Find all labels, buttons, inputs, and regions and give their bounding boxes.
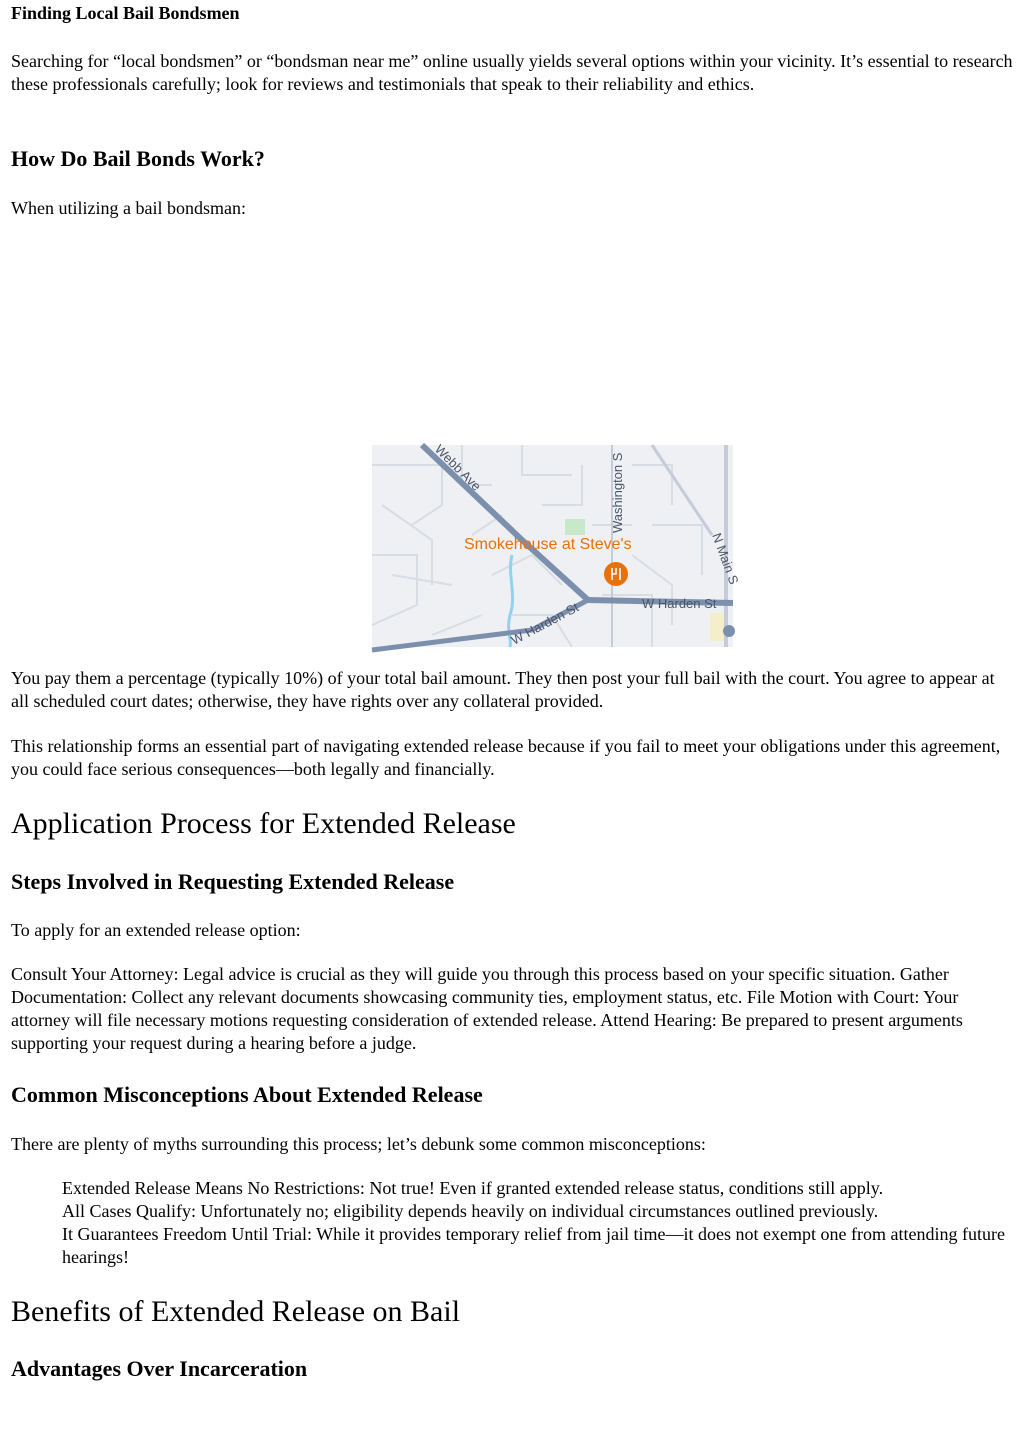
list-item: All Cases Qualify: Unfortunately no; eligibility depends heavily on individual circumstances outlined previously. — [62, 1201, 879, 1221]
heading-common-misconceptions: Common Misconceptions About Extended Release — [11, 1082, 483, 1107]
list-item: Extended Release Means No Restrictions: Not true! Even if granted extended release status, conditions still apply. — [62, 1178, 884, 1198]
map-street-harden-west: W Harden St — [508, 599, 582, 648]
paragraph-pay-percentage: You pay them a percentage (typically 10%) of your total bail amount. They then post your full bail with the court. You agree to appear at all scheduled court dates; otherwise, they have rights over any collateral provided. — [11, 668, 995, 711]
paragraph-apply: To apply for an extended release option: — [11, 920, 301, 940]
list-item: It Guarantees Freedom Until Trial: While it provides temporary relief from jail time—it does not exempt one from attending future hearings! — [62, 1224, 1005, 1267]
heading-steps-involved: Steps Involved in Requesting Extended Release — [11, 869, 455, 894]
paragraph-when-utilizing: When utilizing a bail bondsman: — [11, 198, 246, 218]
heading-finding-local-bondsmen: Finding Local Bail Bondsmen — [11, 3, 240, 23]
map-street-harden-east: W Harden St — [642, 596, 717, 611]
map-street-webb: Webb Ave — [431, 441, 485, 494]
paragraph-myths: There are plenty of myths surrounding this process; let’s debunk some common misconceptions: — [11, 1134, 706, 1154]
heading-advantages: Advantages Over Incarceration — [11, 1356, 308, 1381]
heading-how-bail-bonds-work: How Do Bail Bonds Work? — [11, 146, 265, 171]
map-street-washington: Washington S — [610, 452, 625, 533]
paragraph-search: Searching for “local bondsmen” or “bondsman near me” online usually yields several options within your vicinity. It’s essential to research these professionals carefully; look for reviews and testimonials that speak to their reliability and ethics. — [11, 51, 1013, 94]
myths-list — [62, 1177, 1012, 1269]
map-street-n-main: N Main S — [709, 530, 742, 587]
heading-application-process: Application Process for Extended Release — [11, 807, 516, 840]
paragraph-relationship: This relationship forms an essential part of navigating extended release because if you fail to meet your obligations under this agreement, you could face serious consequences—both legally and financially. — [11, 736, 1001, 779]
map-image[interactable] — [372, 441, 742, 648]
map-place-label[interactable]: Smokehouse at Steve's — [464, 536, 632, 553]
heading-benefits: Benefits of Extended Release on Bail — [11, 1295, 461, 1328]
paragraph-steps: Consult Your Attorney: Legal advice is crucial as they will guide you through this process based on your specific situation. Gather Documentation: Collect any relevant documents showcasing community ties, employment status, etc. File Motion with Court: Your attorney will file necessary motions requesting consideration of extended release. Attend Hearing: Be prepared to present arguments supporting your request during a hearing before a judge. — [11, 964, 963, 1053]
